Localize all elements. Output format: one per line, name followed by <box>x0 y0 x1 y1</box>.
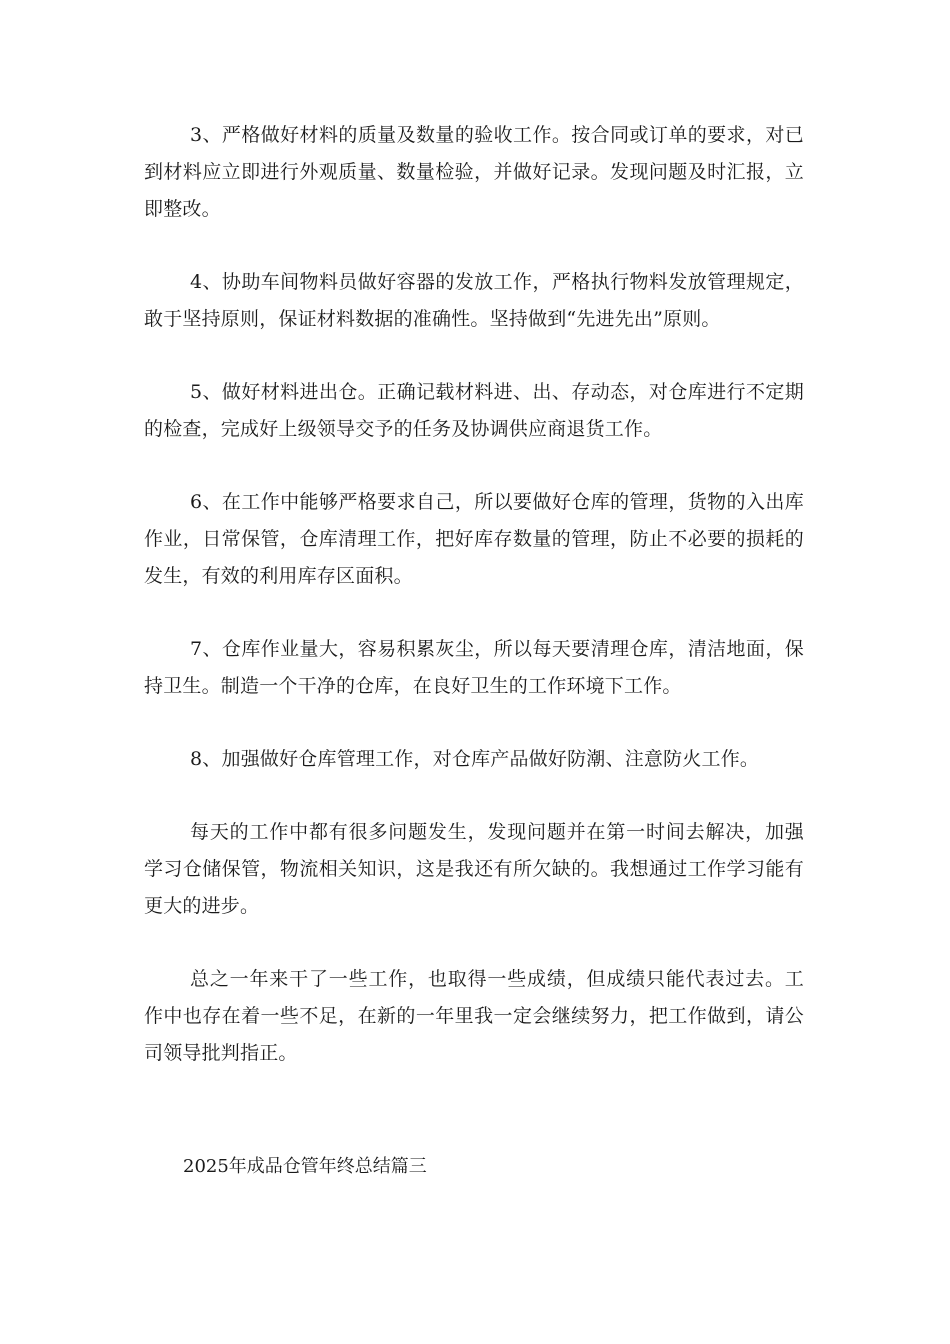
document-body <box>144 117 804 1108</box>
section-heading: 2025年成品仓管年终总结篇三 <box>183 1156 427 1177</box>
paragraph-item-8: 8、加强做好仓库管理工作，对仓库产品做好防潮、注意防火工作。 <box>190 748 760 770</box>
paragraph-daily-work: 每天的工作中都有很多问题发生，发现问题并在第一时间去解决，加强学习仓储保管，物流相关知识，这是我还有所欠缺的。我想通过工作学习能有更大的进步。 <box>144 821 804 917</box>
paragraph-conclusion: 总之一年来干了一些工作，也取得一些成绩，但成绩只能代表过去。工作中也存在着一些不足，在新的一年里我一定会继续努力，把工作做到，请公司领导批判指正。 <box>144 968 804 1064</box>
paragraph-item-5: 5、做好材料进出仓。正确记载材料进、出、存动态，对仓库进行不定期的检查，完成好上级领导交予的任务及协调供应商退货工作。 <box>144 381 804 440</box>
paragraph-item-4: 4、协助车间物料员做好容器的发放工作，严格执行物料发放管理规定，敢于坚持原则，保证材料数据的准确性。坚持做到“先进先出”原则。 <box>144 271 804 330</box>
paragraph-item-3: 3、严格做好材料的质量及数量的验收工作。按合同或订单的要求，对已到材料应立即进行外观质量、数量检验，并做好记录。发现问题及时汇报，立即整改。 <box>144 124 804 220</box>
paragraph-item-6: 6、在工作中能够严格要求自己，所以要做好仓库的管理，货物的入出库作业，日常保管，仓库清理工作，把好库存数量的管理，防止不必要的损耗的发生，有效的利用库存区面积。 <box>144 491 804 587</box>
paragraph-item-7: 7、仓库作业量大，容易积累灰尘，所以每天要清理仓库，清洁地面，保持卫生。制造一个干净的仓库，在良好卫生的工作环境下工作。 <box>144 638 804 697</box>
